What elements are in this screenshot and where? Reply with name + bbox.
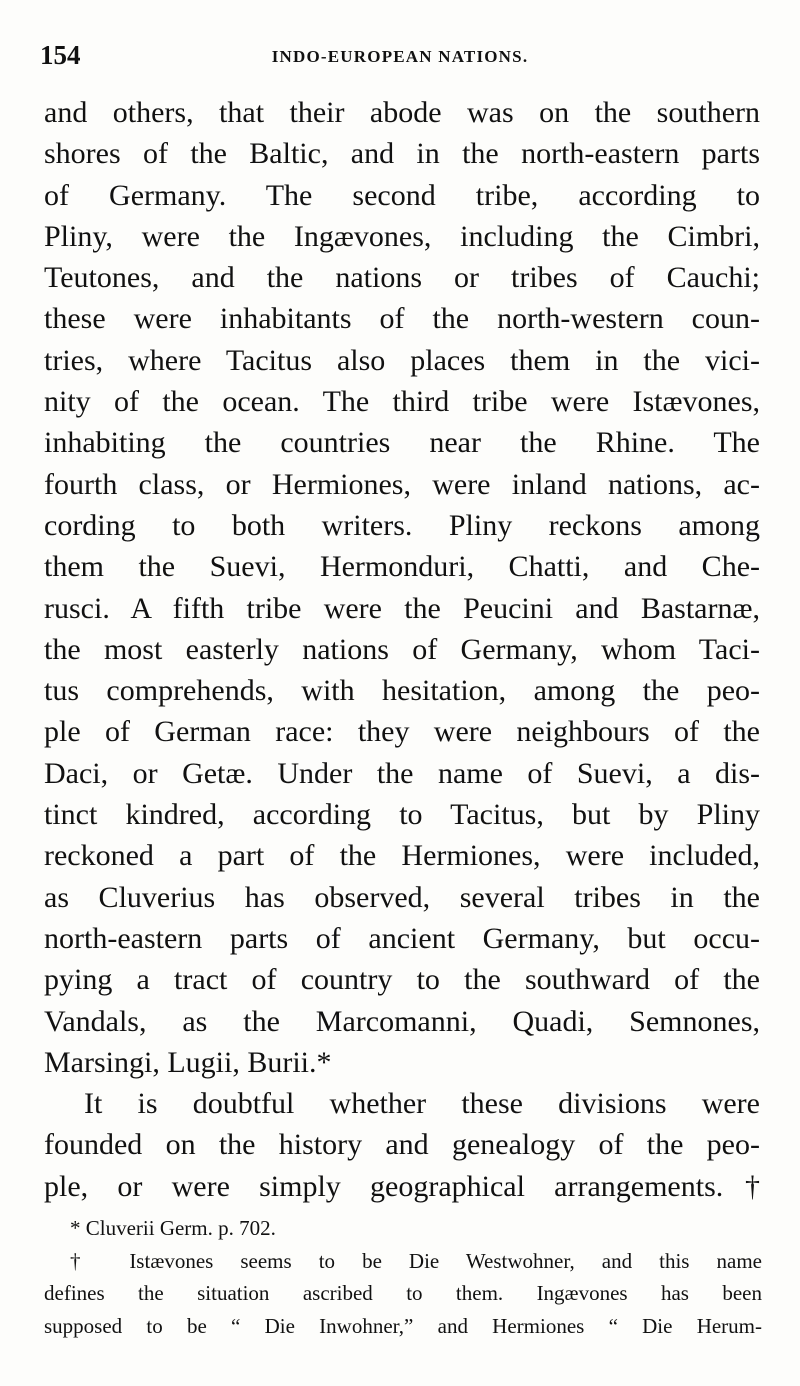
text-line: tries, where Tacitus also places them in the vici- [44, 343, 760, 377]
footnote-line: * Cluverii Germ. p. 702. [70, 1216, 276, 1240]
text-line: Daci, or Getæ. Under the name of Suevi, a dis- [44, 756, 760, 790]
text-line: tinct kindred, according to Tacitus, but by Pliny [44, 798, 760, 832]
text-line: rusci. A fifth tribe were the Peucini and Bastarnæ, [44, 591, 760, 625]
text-line: them the Suevi, Hermonduri, Chatti, and Che- [44, 550, 760, 584]
text-line: nity of the ocean. The third tribe were Istævones, [44, 385, 760, 419]
text-line: It is doubtful whether these divisions were [84, 1087, 760, 1121]
footnotes [44, 1212, 762, 1342]
text-line: cording to both writers. Pliny reckons among [44, 508, 760, 542]
text-line: as Cluverius has observed, several tribes in the [44, 880, 760, 914]
text-line: ple, or were simply geographical arrangements.† [44, 1169, 760, 1203]
text-line: shores of the Baltic, and in the north-eastern parts [44, 137, 760, 171]
text-line: ple of German race: they were neighbours of the [44, 715, 760, 749]
text-line: north-eastern parts of ancient Germany, but occu- [44, 921, 760, 955]
text-line: the most easterly nations of Germany, whom Taci- [44, 632, 760, 666]
page-number: 154 [40, 40, 81, 70]
text-line: inhabiting the countries near the Rhine. The [44, 426, 760, 460]
text-line: founded on the history and genealogy of the peo- [44, 1128, 760, 1162]
text-line: fourth class, or Hermiones, were inland nations, ac- [44, 467, 760, 501]
text-line: and others, that their abode was on the southern [44, 96, 760, 129]
text-line: Teutones, and the nations or tribes of Cauchi; [44, 261, 760, 295]
text-line: pying a tract of country to the southward of the [44, 963, 760, 997]
footnote-line: † Istævones seems to be Die Westwohner, and this name [70, 1248, 762, 1273]
text-line: Vandals, as the Marcomanni, Quadi, Semnones, [44, 1004, 760, 1038]
text-line: of Germany. The second tribe, according to [44, 178, 760, 212]
footnote-line: supposed to be “ Die Inwohner,” and Hermiones “ Die Herum- [44, 1313, 762, 1338]
text-line: Pliny, were the Ingævones, including the Cimbri, [44, 219, 760, 253]
running-head: INDO-EUROPEAN NATIONS. [271, 47, 529, 66]
body-text [44, 92, 760, 1207]
text-line: tus comprehends, with hesitation, among the peo- [44, 674, 760, 708]
text-line: Marsingi, Lugii, Burii.* [44, 1045, 332, 1079]
text-line: reckoned a part of the Hermiones, were included, [44, 839, 760, 873]
footnote-line: defines the situation ascribed to them. Ingævones has been [44, 1281, 762, 1305]
text-line: these were inhabitants of the north-western coun- [44, 302, 760, 336]
